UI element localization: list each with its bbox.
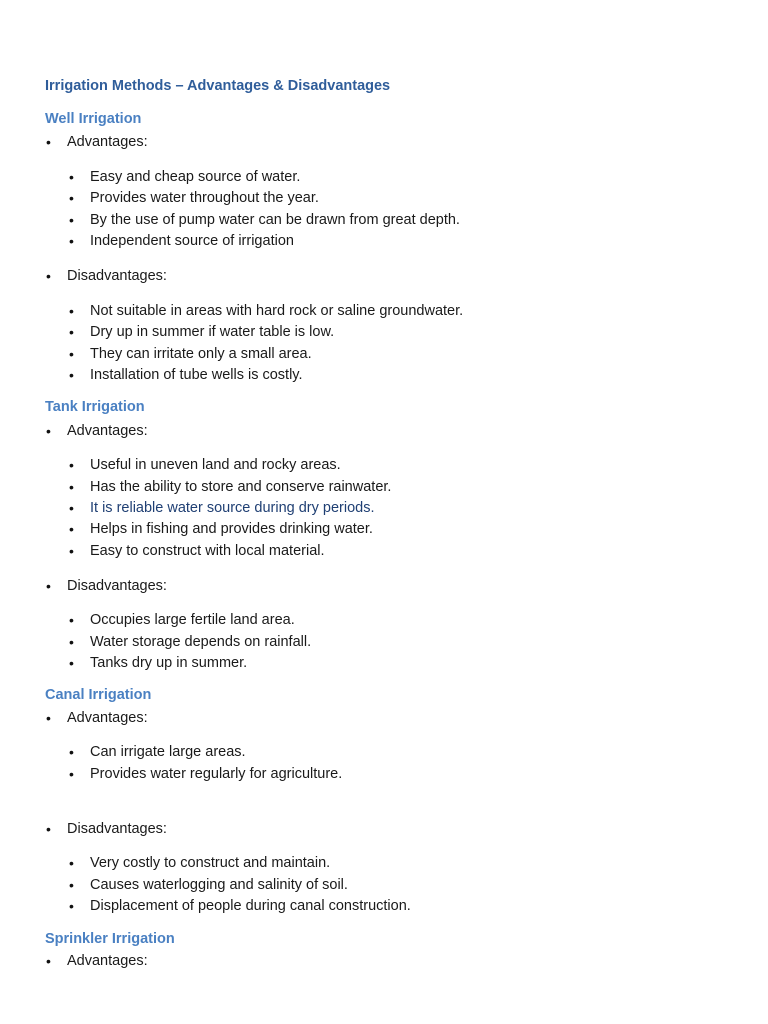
disadvantages-label: • Disadvantages: (67, 577, 167, 595)
list-item: • Displacement of people during canal construction. (90, 897, 411, 915)
section-heading-sprinkler-irrigation: Sprinkler Irrigation (45, 931, 175, 947)
section-heading-well-irrigation: Well Irrigation (45, 111, 142, 127)
section-heading-canal-irrigation: Canal Irrigation (45, 687, 152, 703)
list-item: • Very costly to construct and maintain. (90, 854, 330, 872)
disadvantages-label: • Disadvantages: (67, 820, 167, 838)
list-item: • Independent source of irrigation (90, 232, 294, 250)
document-title: Irrigation Methods – Advantages & Disadvantages (45, 78, 391, 94)
list-item: • They can irritate only a small area. (90, 345, 312, 363)
list-item: • Useful in uneven land and rocky areas. (90, 456, 341, 474)
list-item: • Installation of tube wells is costly. (90, 366, 303, 384)
list-item: • Provides water throughout the year. (90, 189, 319, 207)
list-item: • Easy and cheap source of water. (90, 168, 300, 186)
list-item: • Water storage depends on rainfall. (90, 633, 311, 651)
list-item: • Tanks dry up in summer. (90, 654, 247, 672)
list-item: • Dry up in summer if water table is low. (90, 323, 334, 341)
list-item: • Occupies large fertile land area. (90, 611, 295, 629)
list-item: • Can irrigate large areas. (90, 743, 246, 761)
section-heading-tank-irrigation: Tank Irrigation (45, 399, 145, 415)
advantages-label: • Advantages: (67, 952, 148, 970)
list-item: • Causes waterlogging and salinity of soil. (90, 876, 348, 894)
disadvantages-label: • Disadvantages: (67, 267, 167, 285)
list-item: • Helps in fishing and provides drinking water. (90, 520, 373, 538)
list-item: • Provides water regularly for agriculture. (90, 765, 342, 783)
list-item: • Not suitable in areas with hard rock or saline groundwater. (90, 302, 463, 320)
list-item: • Has the ability to store and conserve rainwater. (90, 478, 391, 496)
advantages-label: • Advantages: (67, 422, 148, 440)
advantages-label: • Advantages: (67, 133, 148, 151)
advantages-label: • Advantages: (67, 709, 148, 727)
list-item: • It is reliable water source during dry periods. (90, 499, 375, 517)
list-item: • Easy to construct with local material. (90, 542, 325, 560)
list-item: • By the use of pump water can be drawn from great depth. (90, 211, 460, 229)
